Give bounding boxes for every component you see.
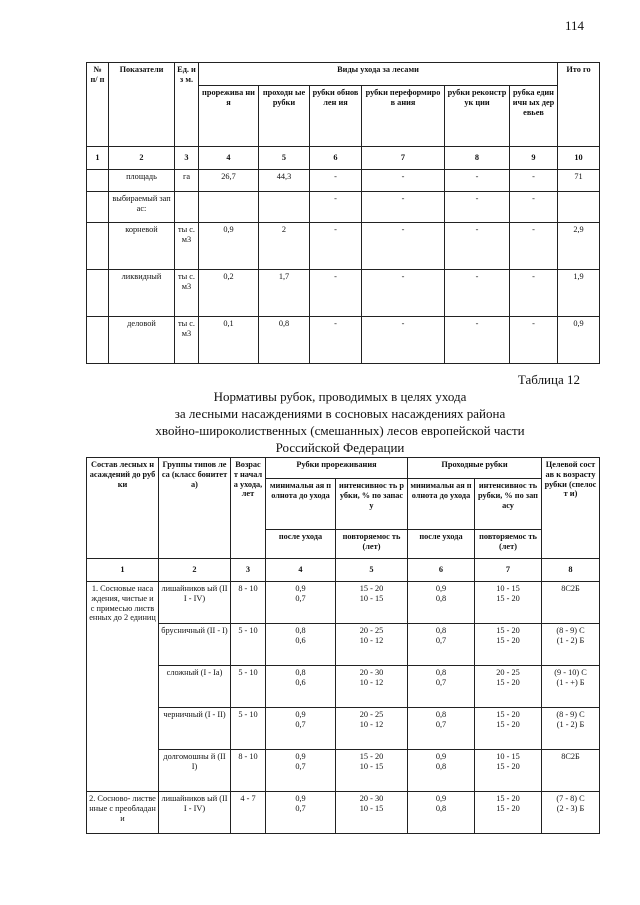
column-number: 8 (542, 559, 600, 582)
header-forest-groups: Группы типов леса (класс бонитета) (159, 458, 231, 559)
column-number: 7 (362, 147, 445, 170)
target-composition: (9 - 10) С (1 - +) Б (542, 666, 600, 708)
column-number: 6 (310, 147, 362, 170)
cell-total: 71 (558, 170, 600, 192)
cell-value: 20 - 25 10 - 12 (336, 708, 408, 750)
header-passage-cuttings: Проходные рубки (408, 458, 542, 479)
header-min-density: минимальн ая полнота до ухода (266, 479, 336, 530)
cell-value: 0,9 (199, 223, 259, 270)
row-indicator: ликвидный (109, 270, 175, 317)
cell-value: 20 - 25 15 - 20 (475, 666, 542, 708)
column-number: 2 (109, 147, 175, 170)
composition-group-1: 1. Сосновые насаждения, чистые и с примесью лиственных до 2 единиц (87, 582, 159, 792)
header-after-care: после ухода (266, 530, 336, 559)
cell-value: - (310, 223, 362, 270)
cell-value: 0,8 0,6 (266, 666, 336, 708)
table-title (90, 388, 590, 456)
header-single-tree-cutting: рубка единичн ых деревьев (510, 86, 558, 147)
cell-value: - (510, 170, 558, 192)
row-indicator: корневой (109, 223, 175, 270)
cell-value: 0,9 0,8 (408, 750, 475, 792)
table-row (87, 582, 600, 624)
header-composition: Состав лесных насаждений до рубки (87, 458, 159, 559)
header-repeat-years: повторяемос ть (лет) (475, 530, 542, 559)
cell-value: 20 - 30 10 - 15 (336, 792, 408, 834)
cell-value: 1,7 (259, 270, 310, 317)
cell-value: 0,9 0,7 (266, 750, 336, 792)
row-indicator: деловой (109, 317, 175, 364)
header-start-age: Возрас т начал а ухода, лет (231, 458, 266, 559)
row-unit: ты с. м3 (175, 223, 199, 270)
cell-value: 15 - 20 15 - 20 (475, 624, 542, 666)
cell-value: - (362, 170, 445, 192)
forest-type: долгомошны й (III) (159, 750, 231, 792)
cell-total: 1,9 (558, 270, 600, 317)
forest-type: брусничный (II - I) (159, 624, 231, 666)
column-number: 1 (87, 147, 109, 170)
column-number: 9 (510, 147, 558, 170)
target-composition: 8С2Б (542, 750, 600, 792)
column-number: 4 (199, 147, 259, 170)
header-care-types: Виды ухода за лесами (199, 63, 558, 86)
column-number: 6 (408, 559, 475, 582)
start-age: 4 - 7 (231, 792, 266, 834)
cell-value: - (510, 317, 558, 364)
header-passage-cuttings: проходн ые рубки (259, 86, 310, 147)
row-unit: га (175, 170, 199, 192)
start-age: 8 - 10 (231, 750, 266, 792)
column-number: 1 (87, 559, 159, 582)
row-indicator: выбираемый запас: (109, 192, 175, 223)
header-thinning-cuttings: Рубки прореживания (266, 458, 408, 479)
cell-value: 0,2 (199, 270, 259, 317)
header-reconstruction-cuttings: рубки реконструк ции (445, 86, 510, 147)
column-number: 3 (175, 147, 199, 170)
page-number: 114 (564, 18, 584, 33)
cell-value: 0,9 0,8 (408, 792, 475, 834)
header-after-care: после ухода (408, 530, 475, 559)
cell-value: 0,9 0,7 (266, 582, 336, 624)
column-number: 7 (475, 559, 542, 582)
forest-type: сложный (I - Ia) (159, 666, 231, 708)
cell-value: 26,7 (199, 170, 259, 192)
cell-value: - (310, 270, 362, 317)
cell-total (558, 192, 600, 223)
table-row (87, 792, 600, 834)
header-unit: Ед. из м. (175, 63, 199, 147)
column-number: 10 (558, 147, 600, 170)
table-row (87, 666, 600, 708)
cell-total: 0,9 (558, 317, 600, 364)
composition-group-2: 2. Сосново- лиственные с преобладани (87, 792, 159, 834)
title-line: за лесными насаждениями в сосновых насаждениях района (174, 406, 506, 421)
header-intensity: интенсивнос ть рубки, % по запасу (475, 479, 542, 530)
cell-value: 20 - 25 10 - 12 (336, 624, 408, 666)
table-caption: Таблица 12 (517, 372, 580, 387)
column-number: 8 (445, 147, 510, 170)
column-number: 3 (231, 559, 266, 582)
cell-value: - (362, 317, 445, 364)
row-unit: ты с. м3 (175, 270, 199, 317)
forest-care-table (86, 62, 600, 364)
cell-value: - (510, 192, 558, 223)
header-intensity: интенсивнос ть рубки, % по запасу (336, 479, 408, 530)
row-unit (175, 192, 199, 223)
cell-value: 15 - 20 15 - 20 (475, 708, 542, 750)
forest-type: лишайников ый (III - IV) (159, 582, 231, 624)
start-age: 8 - 10 (231, 582, 266, 624)
cell-value: - (510, 223, 558, 270)
cell-value: 44,3 (259, 170, 310, 192)
row-number (87, 192, 109, 223)
cell-value: 0,8 0,7 (408, 666, 475, 708)
row-indicator: площадь (109, 170, 175, 192)
row-number (87, 223, 109, 270)
cell-value: - (310, 170, 362, 192)
cell-value: 0,9 0,7 (266, 792, 336, 834)
cell-value: - (362, 192, 445, 223)
title-line: Российской Федерации (275, 440, 405, 455)
cell-value: 15 - 20 10 - 15 (336, 750, 408, 792)
table-row (87, 270, 600, 317)
table-row (87, 223, 600, 270)
cell-value: 2 (259, 223, 310, 270)
target-composition: (7 - 8) С (2 - 3) Б (542, 792, 600, 834)
cell-value: - (445, 192, 510, 223)
cell-value: 0,9 0,7 (266, 708, 336, 750)
forest-type: черничный (I - II) (159, 708, 231, 750)
title-line: хвойно-широколиственных (смешанных) лесов европейской части (155, 423, 525, 438)
header-number: № п/ п (87, 63, 109, 147)
table-row (87, 192, 600, 223)
row-number (87, 270, 109, 317)
table-row (87, 708, 600, 750)
target-composition: (8 - 9) С (1 - 2) Б (542, 624, 600, 666)
header-min-density: минимальн ая полнота до ухода (408, 479, 475, 530)
start-age: 5 - 10 (231, 708, 266, 750)
cell-value: - (362, 223, 445, 270)
cell-total: 2,9 (558, 223, 600, 270)
table-row (87, 750, 600, 792)
cell-value: - (445, 170, 510, 192)
forest-type: лишайников ый (III - IV) (159, 792, 231, 834)
cell-value: - (510, 270, 558, 317)
row-number (87, 170, 109, 192)
header-renewal-cuttings: рубки обновлен ия (310, 86, 362, 147)
header-thinning: прорежива ния (199, 86, 259, 147)
cell-value: 0,8 0,7 (408, 708, 475, 750)
cell-value: - (310, 317, 362, 364)
cell-value: - (362, 270, 445, 317)
cell-value: 20 - 30 10 - 12 (336, 666, 408, 708)
cell-value: - (445, 270, 510, 317)
column-number: 5 (259, 147, 310, 170)
cell-value: 0,9 0,8 (408, 582, 475, 624)
column-number: 2 (159, 559, 231, 582)
header-total: Ито го (558, 63, 600, 147)
start-age: 5 - 10 (231, 666, 266, 708)
header-repeat-years: повторяемос ть (лет) (336, 530, 408, 559)
cell-value: 0,8 (259, 317, 310, 364)
cell-value: 0,1 (199, 317, 259, 364)
cell-value: 15 - 20 15 - 20 (475, 792, 542, 834)
table-row (87, 170, 600, 192)
row-unit: ты с. м3 (175, 317, 199, 364)
column-number: 4 (266, 559, 336, 582)
cell-value: 10 - 15 15 - 20 (475, 582, 542, 624)
start-age: 5 - 10 (231, 624, 266, 666)
cell-value: 15 - 20 10 - 15 (336, 582, 408, 624)
header-reformation-cuttings: рубки переформиров ания (362, 86, 445, 147)
header-indicators: Показатели (109, 63, 175, 147)
cell-value: - (445, 317, 510, 364)
cutting-norms-table (86, 457, 600, 834)
cell-value: 10 - 15 15 - 20 (475, 750, 542, 792)
cell-value: - (310, 192, 362, 223)
cell-value: 0,8 0,7 (408, 624, 475, 666)
table-row (87, 624, 600, 666)
row-number (87, 317, 109, 364)
column-number: 5 (336, 559, 408, 582)
cell-value: 0,8 0,6 (266, 624, 336, 666)
cell-value: - (445, 223, 510, 270)
table-row (87, 317, 600, 364)
target-composition: 8С2Б (542, 582, 600, 624)
cell-value (199, 192, 259, 223)
cell-value (259, 192, 310, 223)
header-target-composition: Целевой состав к возрасту рубки (спелост и) (542, 458, 600, 559)
title-line: Нормативы рубок, проводимых в целях ухода (213, 389, 467, 404)
target-composition: (8 - 9) С (1 - 2) Б (542, 708, 600, 750)
